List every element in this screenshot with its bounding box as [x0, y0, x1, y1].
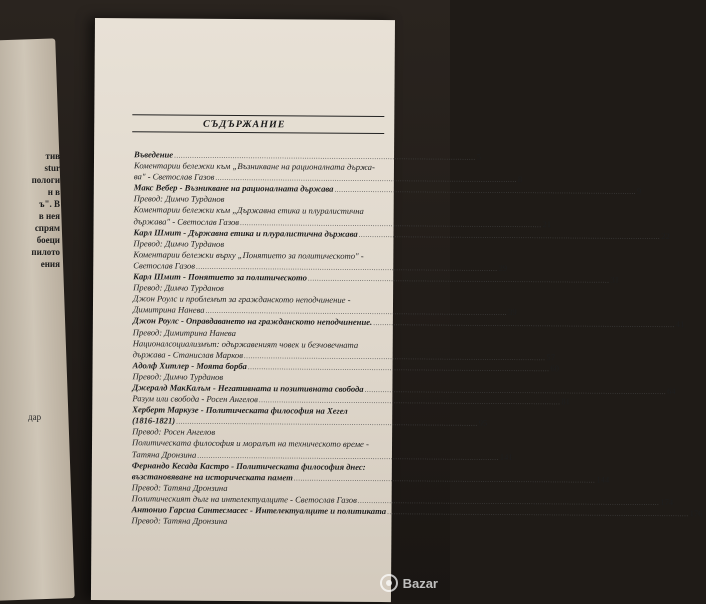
left-page-mark: дар — [28, 412, 42, 422]
left-page-fragment: ения — [40, 259, 60, 269]
toc-entry-title: Коментарии бележки към „Възникване на рационалната държа- — [133, 160, 375, 173]
toc-entry-page: 174 — [660, 496, 674, 507]
toc-entry-page: 95 — [478, 417, 488, 428]
toc-entry-title: Коментарии бележки към „Държавна етика и плуралистична — [133, 204, 364, 217]
toc-entry-page: 29 — [498, 262, 508, 273]
toc-entry-title: Превод: Димчо Турданов — [133, 193, 225, 205]
toc-entry-page: 64 — [667, 385, 676, 397]
toc-entry-page: 176 — [689, 508, 703, 519]
toc-entry-title: Джон Роулс и проблемът за гражданското неподчинение - — [133, 293, 351, 306]
toc-entry-page: 39 — [508, 307, 517, 318]
left-book-page — [0, 38, 75, 601]
left-page-text — [0, 150, 60, 270]
toc-entry-title: Адолф Хитлер - Моята борба — [132, 360, 247, 371]
toc-entry-title: държава - Станислав Марков — [132, 348, 243, 360]
toc-entry-title: Превод: Росен Ангелов — [132, 426, 216, 438]
toc-entry-page: 57 — [546, 351, 556, 362]
toc-entry-title: ва" - Светослав Газов — [133, 171, 215, 183]
toc-leader-dots — [387, 507, 689, 520]
toc-entry-title: Националсоциализмът: одържавеният човек и безчовечната — [132, 337, 359, 350]
left-page-fragment: боеци — [36, 235, 60, 245]
toc-entry-page: 60 — [550, 362, 559, 374]
watermark — [380, 574, 438, 592]
toc-entry-title: възстановяване на историческата памет — [131, 470, 293, 483]
toc-leader-dots — [308, 274, 610, 287]
left-page-fragment: пилото — [31, 247, 60, 257]
header-top-rule — [132, 114, 384, 117]
toc-entry-title: Коментарии бележки върху „Понятието за политическото" - — [133, 249, 364, 261]
toc-entry-page: 81 — [561, 396, 571, 407]
toc-entry-title: Въведение — [134, 149, 174, 160]
toc-entry-title: Превод: Димчо Турданов — [133, 238, 225, 249]
toc-entry-page: 5 — [476, 151, 481, 162]
toc-entry-title: Димитрина Нанева — [132, 304, 205, 316]
toc-leader-dots — [176, 417, 478, 430]
toc-entry-page: 144 — [596, 474, 610, 485]
toc-entry-title: (1816-1821) — [132, 415, 176, 426]
toc-leader-dots — [294, 473, 596, 486]
left-page-fragment: тив — [45, 151, 60, 161]
toc-entry-title: Превод: Татяна Дронзина — [131, 482, 228, 493]
toc-entry-title: Политическата философия и моралът на техническото време - — [132, 437, 369, 450]
toc-entry-page: 21 — [542, 218, 552, 229]
toc-entry — [131, 515, 383, 528]
left-page-fragment: н в — [47, 187, 60, 197]
toc-entry-title: Макс Вебер - Възникване на рационалната държава — [133, 182, 334, 194]
toc-entry-page: 41 — [675, 319, 685, 330]
toc-entry-title: Джон Роулс - Оправдаването на гражданското неподчинение. — [132, 315, 373, 328]
table-of-contents — [131, 149, 703, 528]
toc-entry-title: Превод: Димитрина Нанева — [132, 326, 236, 338]
toc-leader-dots — [248, 362, 550, 375]
page-title: СЪДЪРЖАНИЕ — [203, 118, 286, 131]
header-bottom-rule — [132, 131, 384, 134]
toc-entry-page: 8 — [517, 174, 523, 185]
toc-leader-dots — [359, 230, 661, 243]
toc-entry-page: 31 — [610, 274, 620, 285]
left-page-fragment: ъ". В — [39, 199, 60, 209]
toc-entry-page: 22 — [661, 230, 670, 241]
left-page-fragment: stur — [44, 163, 60, 173]
toc-entry-title: Херберт Маркузе - Политическата философия на Хегел — [132, 404, 348, 416]
watermark-text: Bazar — [402, 575, 438, 591]
toc-entry-title: Политическият дълг на интелектуалците - Светослав Газов — [131, 493, 357, 505]
left-page-fragment: пологи — [31, 175, 60, 185]
toc-entry-title: държава" - Светослав Газов — [133, 215, 240, 227]
toc-entry-title: Татяна Дронзина — [131, 448, 197, 460]
toc-entry-title: Карл Шмит - Държавна етика и плуралистична държава — [133, 226, 358, 239]
toc-entry-title: Джералд МакКалъм - Негативната и позитивната свобода — [132, 382, 364, 394]
toc-entry-title: Светослав Газов — [133, 260, 196, 271]
toc-entry-page: 9 — [636, 186, 642, 197]
toc-entry-title: Превод: Димчо Турданов — [132, 371, 224, 382]
location-pin-icon — [380, 574, 398, 592]
toc-entry-title: Превод: Татяна Дронзина — [131, 515, 228, 527]
left-page-fragment: спрям — [34, 223, 60, 233]
toc-leader-dots — [373, 318, 675, 331]
toc-entry-title: Разум или свобода - Росен Ангелов — [132, 393, 258, 405]
toc-entry-title: Карл Шмит - Понятието за политическото — [133, 271, 307, 283]
toc-entry-title: Превод: Димчо Турданов — [133, 282, 224, 294]
left-page-fragment: в нея — [38, 211, 60, 221]
toc-entry-page: 141 — [499, 451, 513, 462]
toc-leader-dots — [334, 185, 636, 198]
toc-entry-title: Антонио Гарсиа Сантесмасес - Интелектуалците и политиката — [131, 504, 387, 517]
toc-entry-title: Фернандо Кесада Кастро - Политическата философия днес: — [131, 459, 366, 472]
